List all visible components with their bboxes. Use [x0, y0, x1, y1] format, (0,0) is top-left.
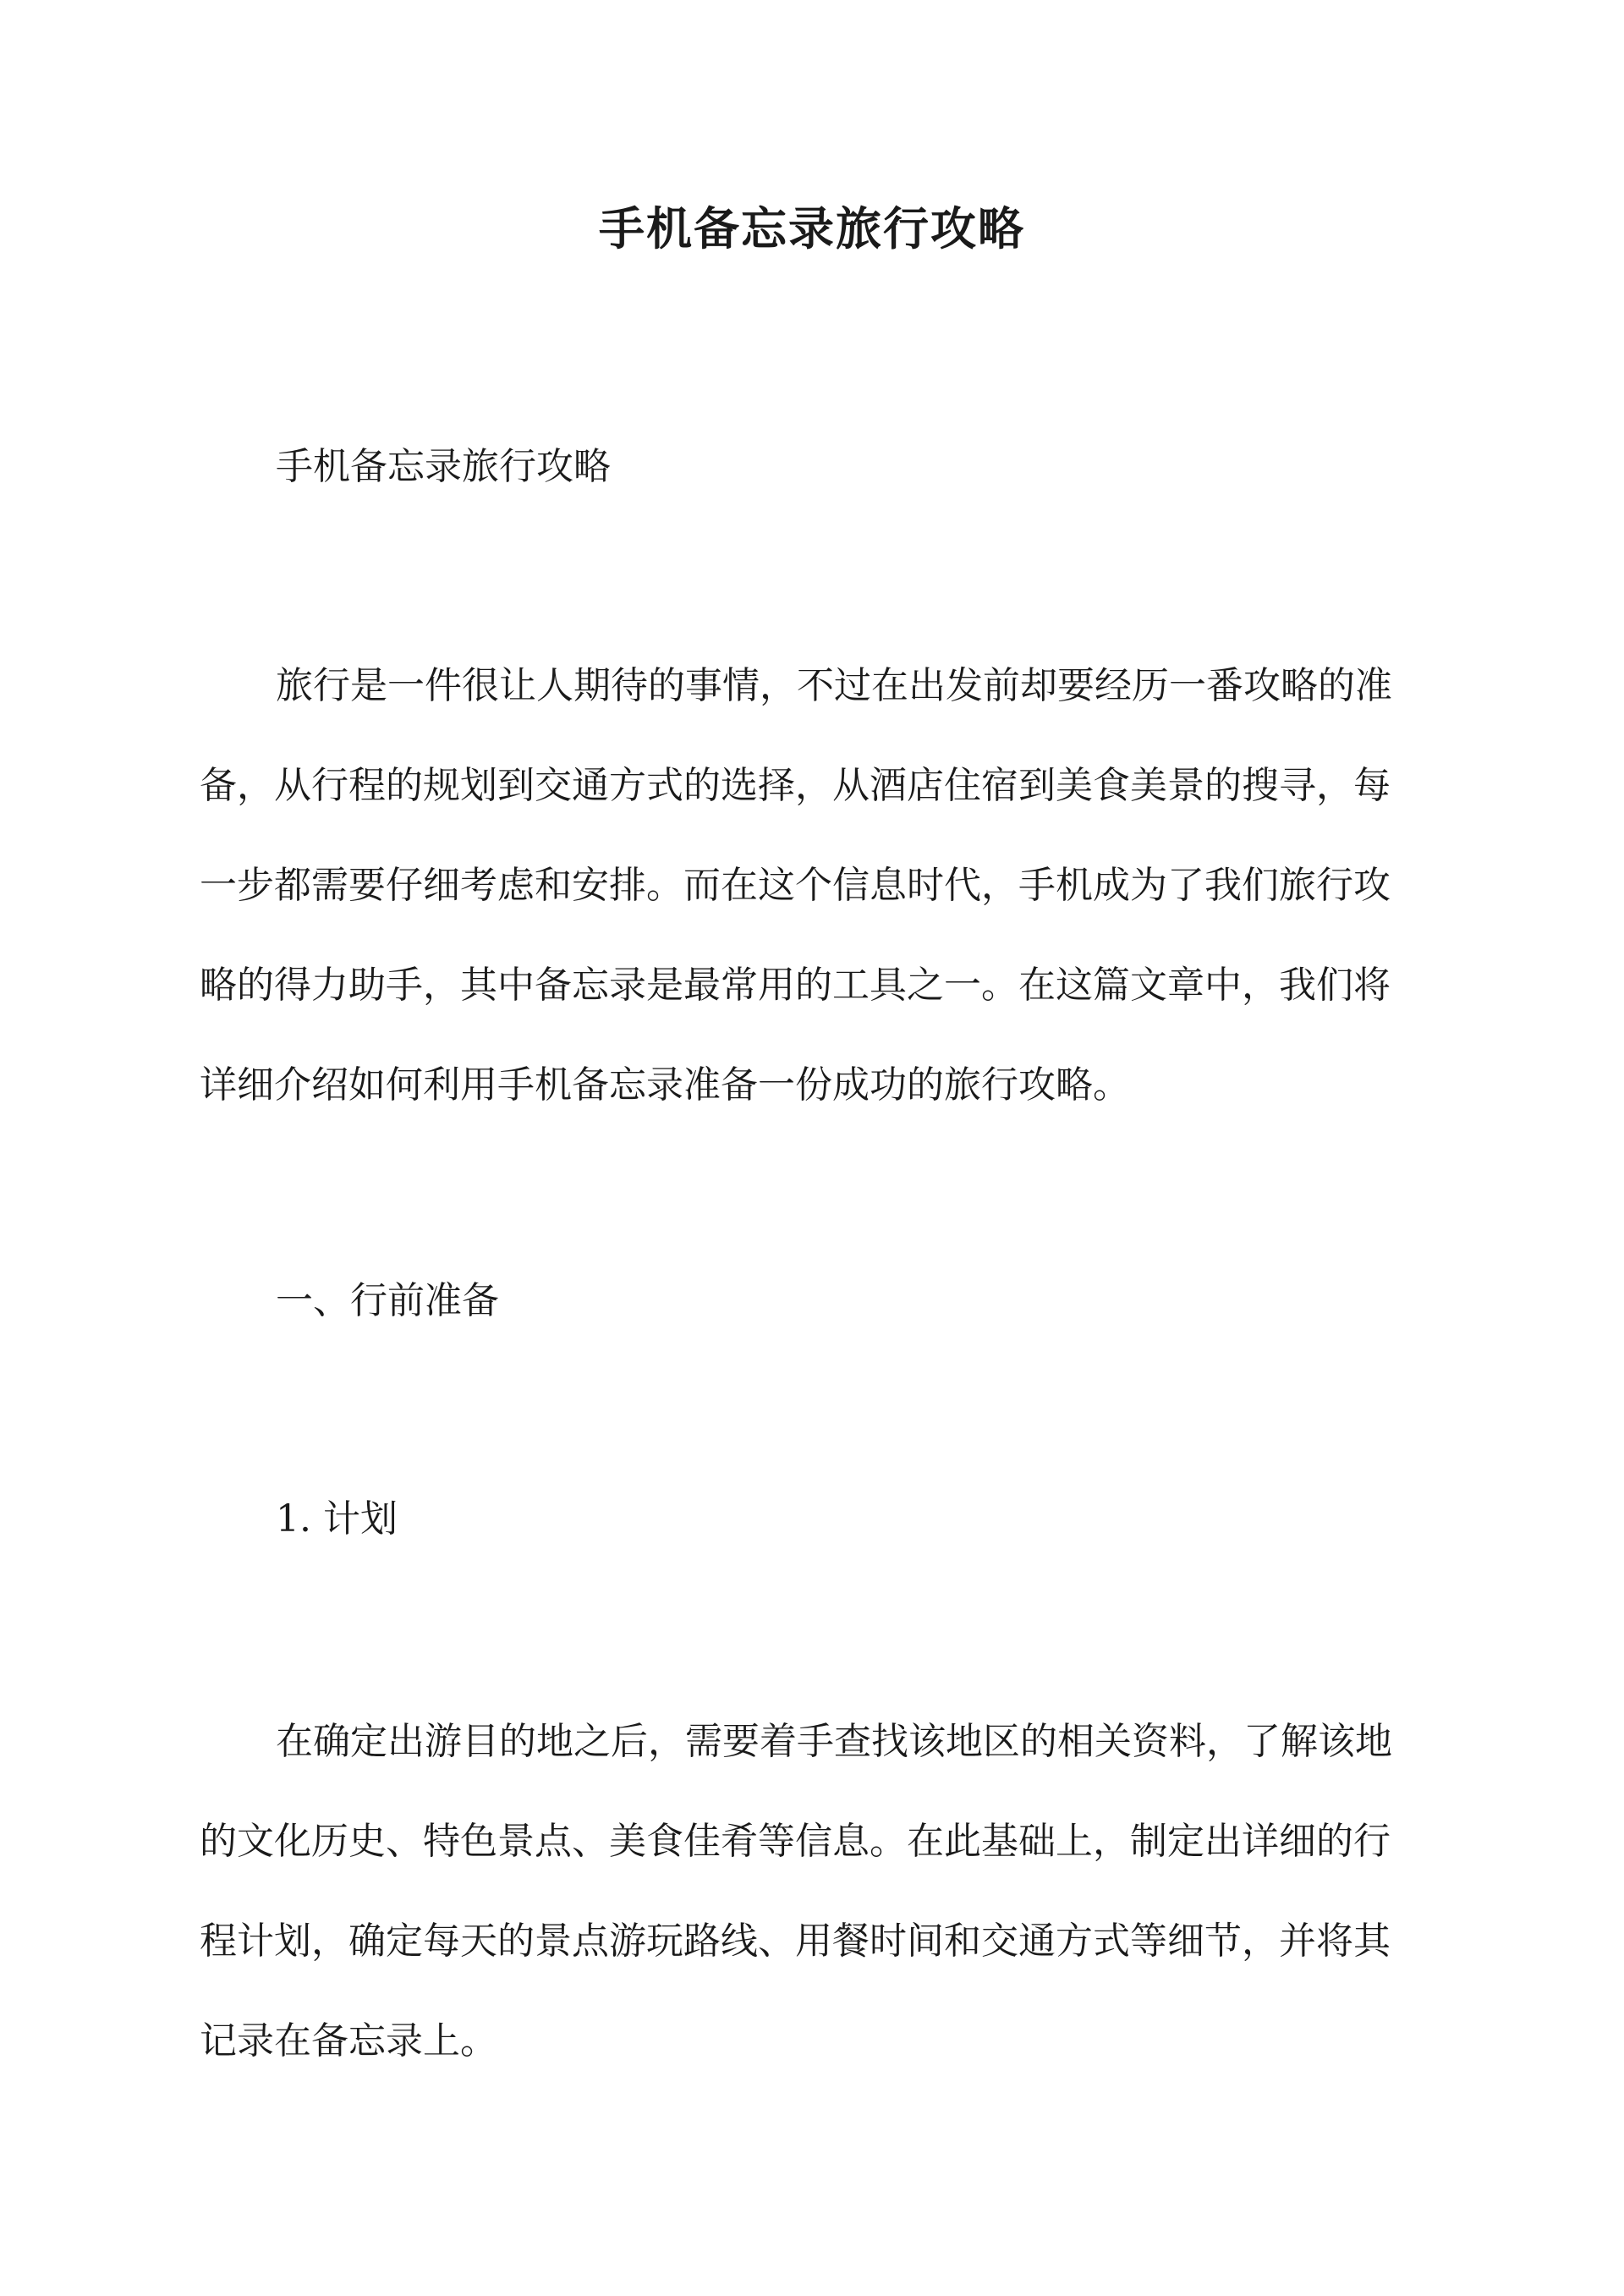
intro-paragraph [200, 636, 1426, 1135]
document-subtitle: 手机备忘录旅行攻略 [276, 445, 611, 488]
paragraph-line: 备，从行程的规划到交通方式的选择，从酒店住宿到美食美景的搜寻，每 [200, 764, 1391, 807]
document-title: 手机备忘录旅行攻略 [599, 201, 1025, 255]
paragraph-line: 在确定出游目的地之后，需要着手查找该地区的相关资料，了解该地 [276, 1720, 1392, 1763]
paragraph-line: 的文化历史、特色景点、美食佳肴等信息。在此基础上，制定出详细的行 [200, 1820, 1391, 1863]
paragraph-line: 一步都需要仔细考虑和安排。而在这个信息时代，手机成为了我们旅行攻 [200, 864, 1391, 907]
paragraph-line: 记录在备忘录上。 [200, 2019, 497, 2063]
section-heading: 一、行前准备 [276, 1279, 499, 1322]
plan-paragraph [200, 1692, 1426, 2091]
paragraph-line: 旅行是一件很让人期待的事情，不过在出发前却要经历一番攻略的准 [276, 664, 1392, 707]
paragraph-line: 详细介绍如何利用手机备忘录准备一份成功的旅行攻略。 [200, 1063, 1130, 1107]
sub-heading: 1. 计划 [276, 1497, 398, 1541]
paragraph-line: 略的得力助手，其中备忘录是最常用的工具之一。在这篇文章中，我们将 [200, 964, 1391, 1007]
paragraph-line: 程计划，确定每天的景点游玩路线、用餐时间和交通方式等细节，并将其 [200, 1920, 1391, 1963]
